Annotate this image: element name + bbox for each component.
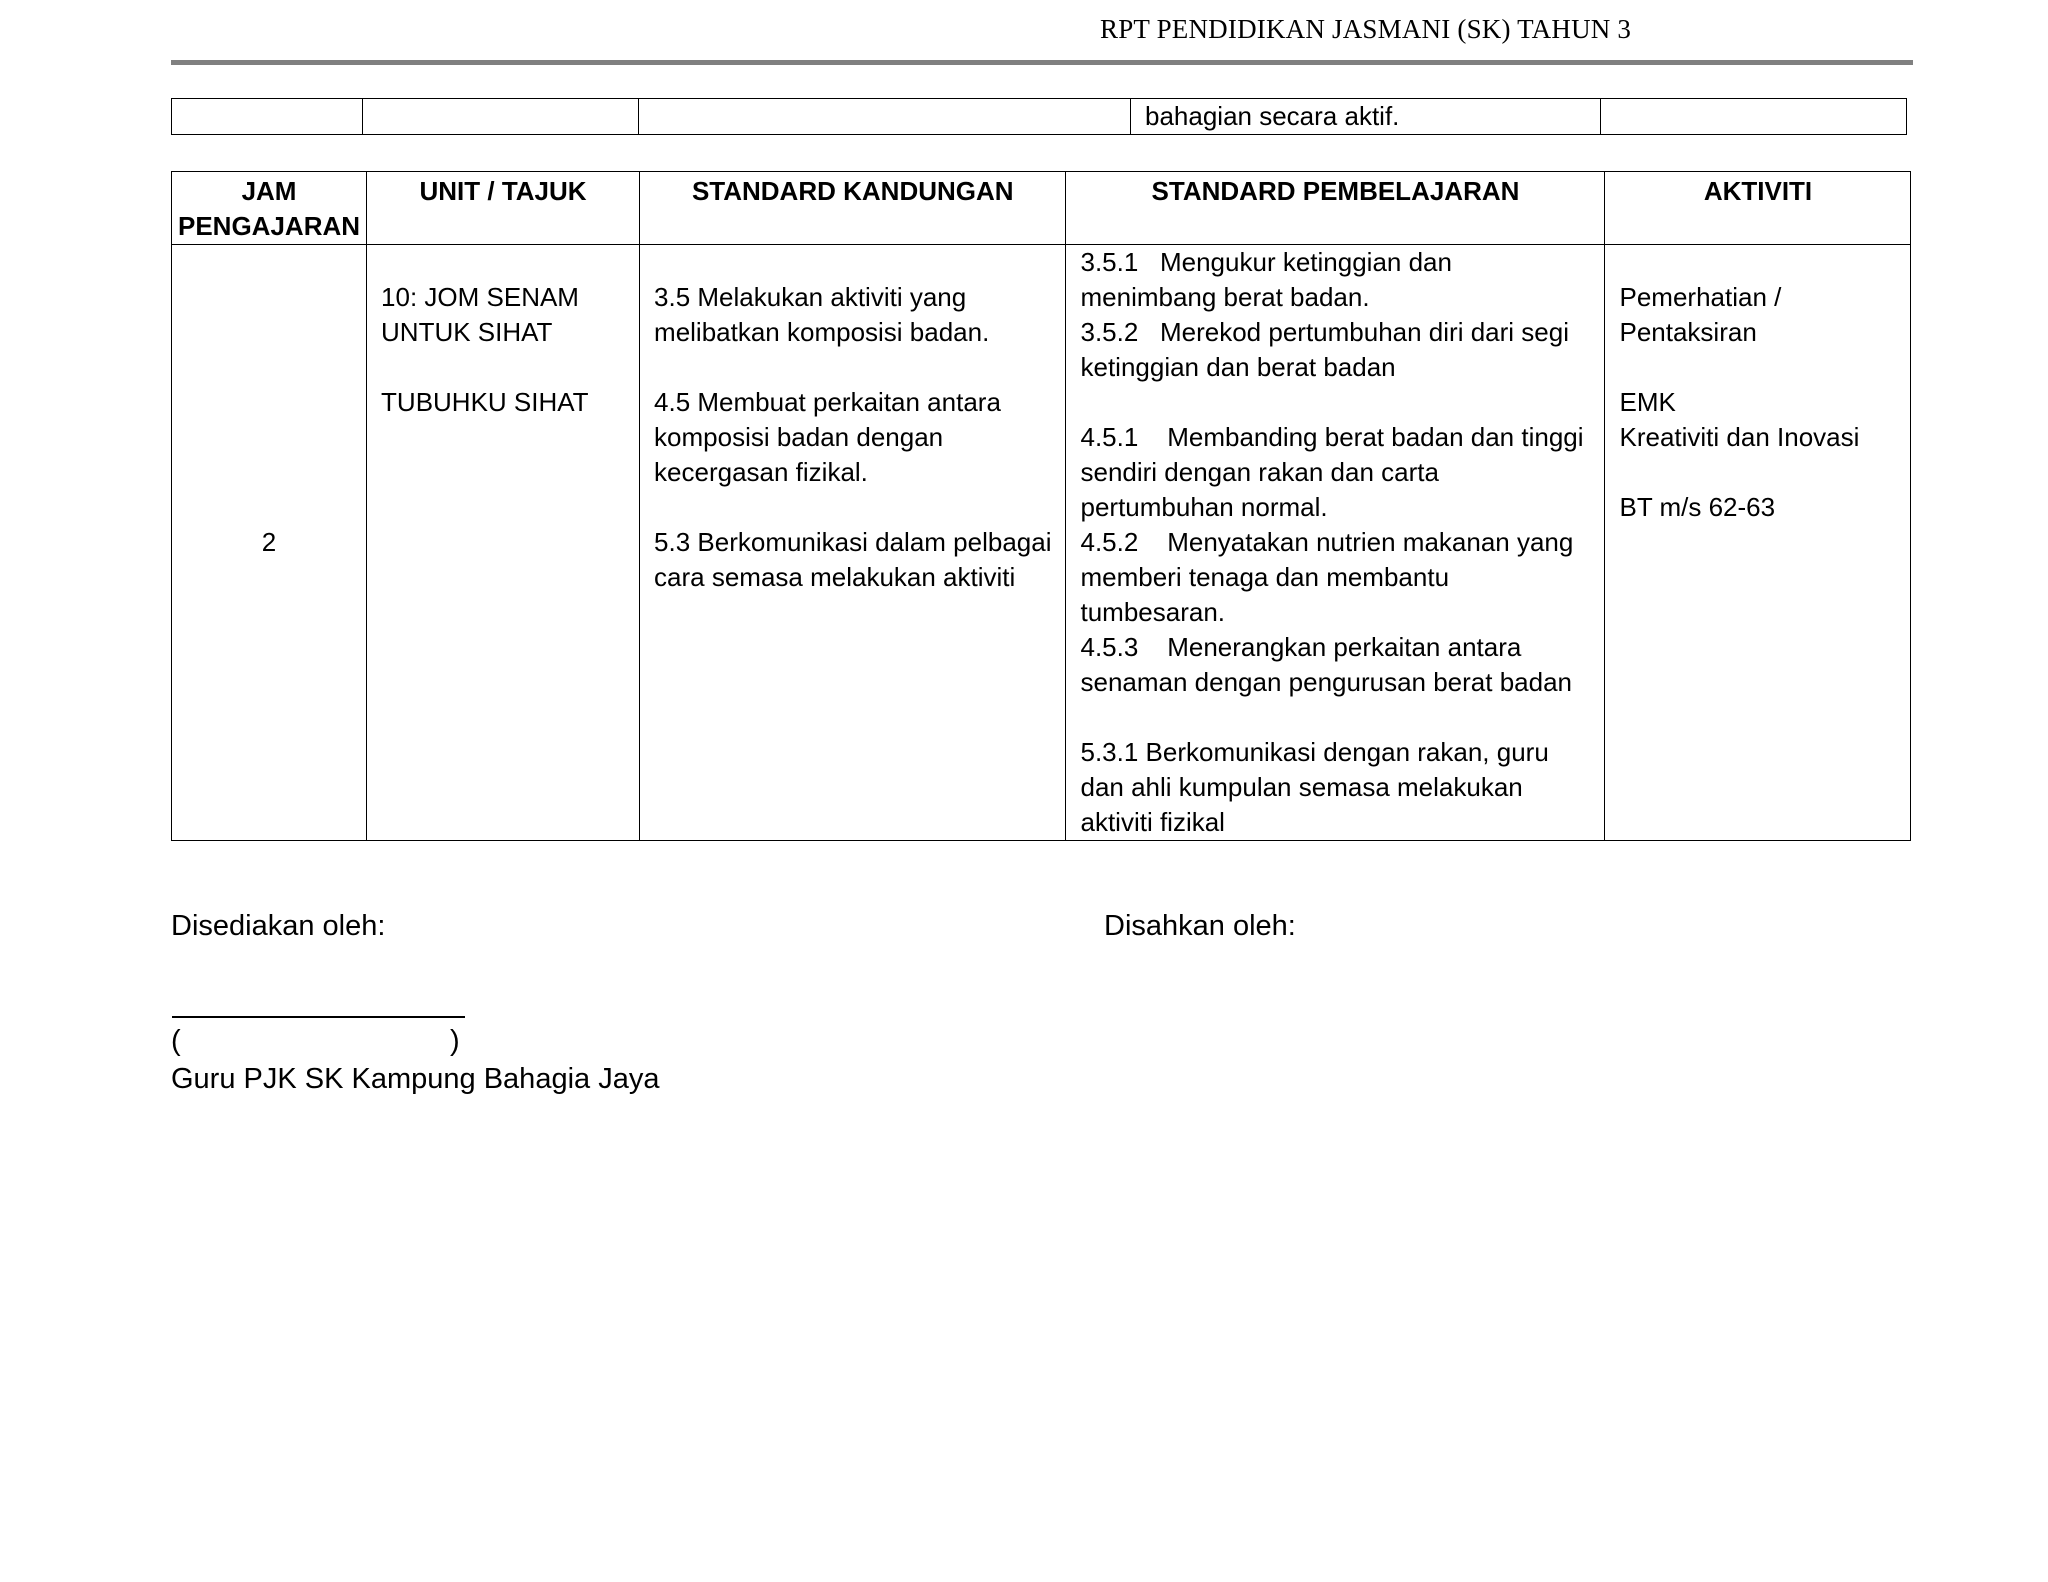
sp-3-5-1-line2: menimbang berat badan. — [1080, 282, 1370, 312]
aktiviti-line1: Pemerhatian / — [1619, 282, 1782, 312]
sk-3-5-line1: 3.5 Melakukan aktiviti yang — [654, 282, 967, 312]
aktiviti-line2: Pentaksiran — [1619, 317, 1757, 347]
header-jam-line1: JAM — [241, 176, 297, 206]
continuation-cell-kandungan — [639, 99, 1131, 135]
header-divider — [171, 60, 1913, 65]
table-row — [172, 99, 1907, 135]
approved-by-label: Disahkan oleh: — [1104, 910, 1296, 942]
header-aktiviti: AKTIVITI — [1605, 172, 1911, 245]
unit-line2: UNTUK SIHAT — [381, 317, 553, 347]
continuation-cell-jam — [172, 99, 363, 135]
prepared-by-label: Disediakan oleh: — [171, 910, 386, 942]
sp-4-5-3-line2: senaman dengan pengurusan berat badan — [1080, 667, 1572, 697]
cell-jam — [172, 245, 367, 841]
header-standard-pembelajaran: STANDARD PEMBELAJARAN — [1066, 172, 1605, 245]
sp-4-5-2-line3: tumbesaran. — [1080, 597, 1226, 627]
sp-4-5-2-line1: 4.5.2 Menyatakan nutrien makanan yang — [1080, 527, 1574, 557]
header-standard-kandungan: STANDARD KANDUNGAN — [640, 172, 1066, 245]
sp-4-5-3-line1: 4.5.3 Menerangkan perkaitan antara — [1080, 632, 1522, 662]
sp-3-5-2-line2: ketinggian dan berat badan — [1080, 352, 1396, 382]
header-unit-tajuk: UNIT / TAJUK — [367, 172, 640, 245]
sp-4-5-1-line2: sendiri dengan rakan dan carta — [1080, 457, 1439, 487]
header-jam-pengajaran — [172, 172, 367, 245]
header-jam-line2: PENGAJARAN — [178, 211, 361, 241]
table-row — [172, 245, 1911, 841]
paren-close: ) — [450, 1025, 460, 1057]
signature-line — [172, 1016, 465, 1018]
aktiviti-line5: BT m/s 62-63 — [1619, 492, 1776, 522]
sk-4-5-line3: kecergasan fizikal. — [654, 457, 868, 487]
sk-3-5-line2: melibatkan komposisi badan. — [654, 317, 990, 347]
paren-open: ( — [171, 1025, 181, 1057]
continuation-table — [171, 98, 1907, 135]
sp-3-5-1-line1: 3.5.1 Mengukur ketinggian dan — [1080, 247, 1452, 277]
cell-standard-pembelajaran — [1066, 245, 1605, 841]
signature-name-brackets — [171, 1025, 464, 1058]
signer-role: Guru PJK SK Kampung Bahagia Jaya — [171, 1063, 660, 1095]
sk-4-5-line2: komposisi badan dengan — [654, 422, 944, 452]
jam-value: 2 — [261, 527, 277, 557]
sk-5-3-line2: cara semasa melakukan aktiviti — [654, 562, 1016, 592]
cell-unit — [367, 245, 640, 841]
sk-4-5-line1: 4.5 Membuat perkaitan antara — [654, 387, 1001, 417]
aktiviti-line3: EMK — [1619, 387, 1676, 417]
sp-4-5-1-line3: pertumbuhan normal. — [1080, 492, 1328, 522]
lesson-plan-table — [171, 171, 1911, 841]
sp-4-5-2-line2: memberi tenaga dan membantu — [1080, 562, 1450, 592]
unit-line1: 10: JOM SENAM — [381, 282, 579, 312]
sp-5-3-1-line1: 5.3.1 Berkomunikasi dengan rakan, guru — [1080, 737, 1549, 767]
page-header-title: RPT PENDIDIKAN JASMANI (SK) TAHUN 3 — [1100, 14, 1632, 44]
aktiviti-line4: Kreativiti dan Inovasi — [1619, 422, 1860, 452]
continuation-cell-aktiviti — [1601, 99, 1907, 135]
sp-4-5-1-line1: 4.5.1 Membanding berat badan dan tinggi — [1080, 422, 1584, 452]
unit-line3: TUBUHKU SIHAT — [381, 387, 589, 417]
sp-5-3-1-line2: dan ahli kumpulan semasa melakukan — [1080, 772, 1523, 802]
sk-5-3-line1: 5.3 Berkomunikasi dalam pelbagai — [654, 527, 1052, 557]
table-header-row — [172, 172, 1911, 245]
sp-5-3-1-line3: aktiviti fizikal — [1080, 807, 1225, 837]
cell-standard-kandungan — [640, 245, 1066, 841]
cell-aktiviti — [1605, 245, 1911, 841]
continuation-cell-pembelajaran: bahagian secara aktif. — [1131, 99, 1601, 135]
sp-3-5-2-line1: 3.5.2 Merekod pertumbuhan diri dari segi — [1080, 317, 1569, 347]
continuation-cell-unit — [363, 99, 639, 135]
